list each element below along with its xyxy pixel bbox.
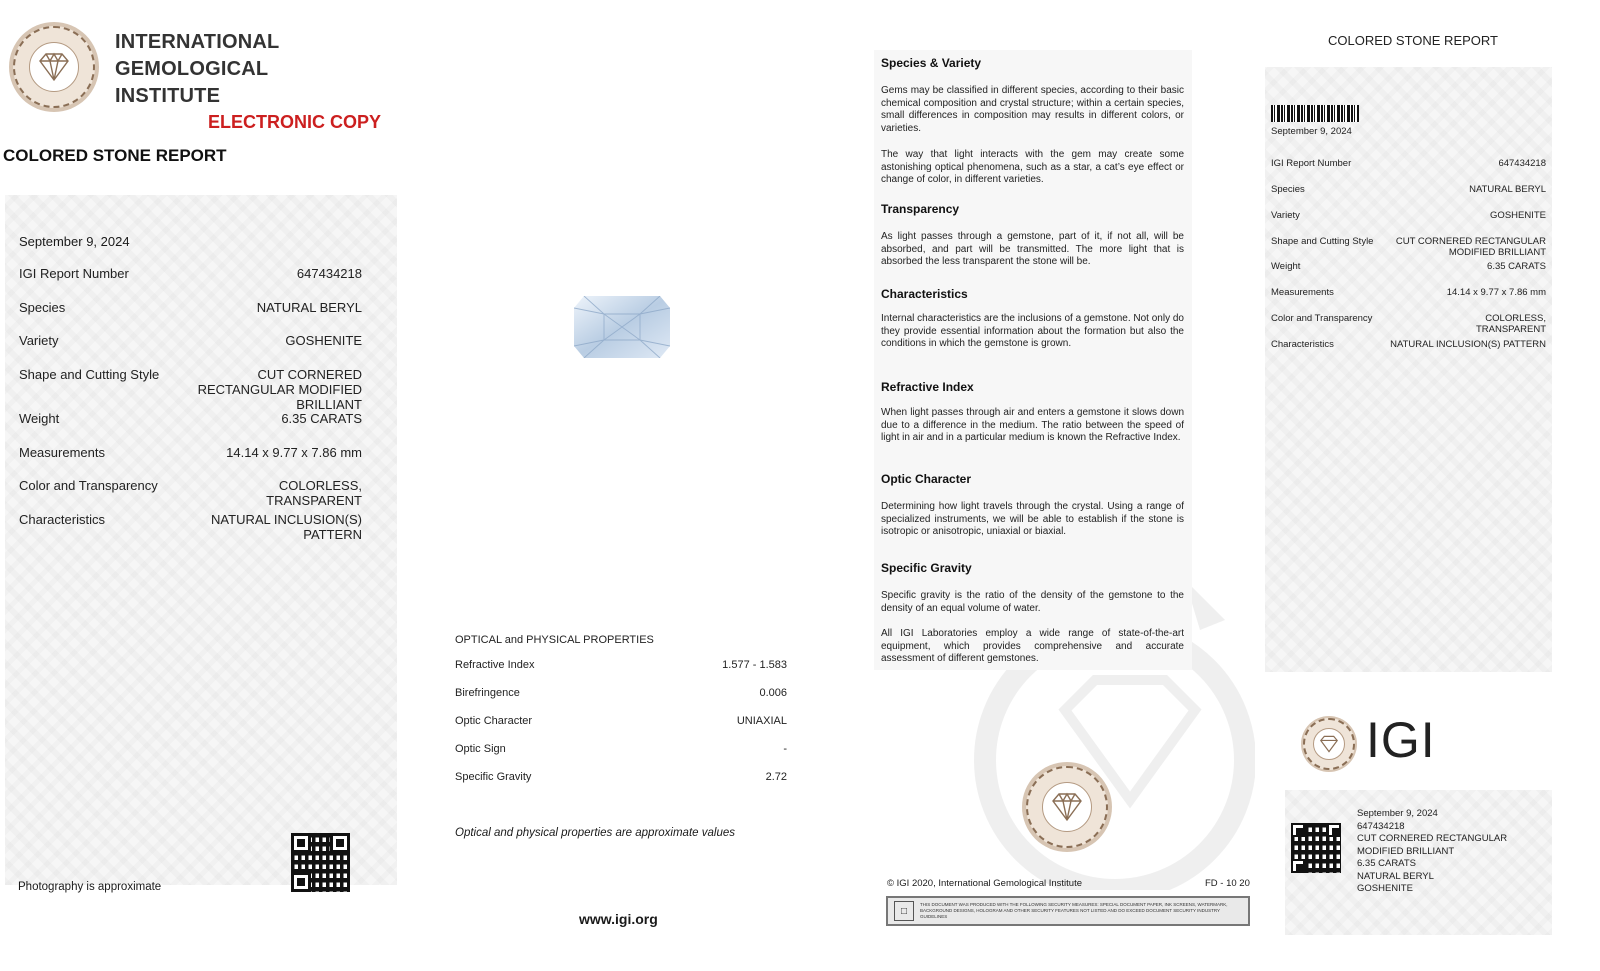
card-value: 14.14 x 9.77 x 7.86 mm [1446,287,1546,298]
section-paragraph: Internal characteristics are the inclusions of a gemstone. Not only do they provide essential information about the formation but also the conditions in which the gemstone is grown. [881,313,1184,349]
card-value: NATURAL INCLUSION(S) PATTERN [1390,339,1546,350]
field-label: IGI Report Number [19,266,129,281]
section-heading: Characteristics [881,287,968,301]
security-notice [886,896,1250,926]
diamond-icon [1042,782,1092,832]
card-label: Color and Transparency [1271,313,1373,324]
igi-seal-logo [1301,716,1357,772]
value-line: COLORLESS, [278,478,362,493]
summary-line: NATURAL BERYL [1357,870,1434,882]
electronic-copy-label: ELECTRONIC COPY [208,112,382,132]
org-name-line-2: GEMOLOGICAL [115,58,269,80]
value-line: BRILLIANT [296,397,362,412]
section-heading: Optic Character [881,472,972,486]
org-name-line-1: INTERNATIONAL [115,31,280,53]
value-line: PATTERN [303,527,362,542]
field-label: Variety [19,333,59,348]
card-date: September 9, 2024 [1271,126,1352,137]
field-label: Species [19,300,66,315]
card-value: 647434218 [1498,158,1546,169]
field-value: GOSHENITE [285,333,362,348]
card-value [1396,236,1546,258]
field-label: Characteristics [19,512,105,527]
value-line: CUT CORNERED RECTANGULAR [1395,236,1546,247]
section-heading: Refractive Index [881,380,974,394]
field-value [211,512,362,542]
section-heading: Specific Gravity [881,561,972,575]
summary-line: 6.35 CARATS [1357,858,1416,869]
optical-value: UNIAXIAL [736,715,787,727]
optical-label: Refractive Index [455,659,535,671]
field-value: 647434218 [296,266,362,281]
field-label: Weight [19,411,60,426]
section-paragraph: The way that light interacts with the gem may create some astonishing optical phenomena, such as a star, a cat’s eye effect or change of color, in different varieties. [881,149,1184,185]
optical-value: 1.577 - 1.583 [722,659,787,671]
section-heading: Species & Variety [881,56,982,70]
card-value [1476,313,1546,335]
card-label: Weight [1271,261,1301,272]
optical-note: Optical and physical properties are approximate values [455,827,735,839]
info-column-background [874,50,1192,670]
value-line: TRANSPARENT [1475,324,1546,335]
field-label: Measurements [19,445,105,460]
card-value: GOSHENITE [1490,210,1546,221]
field-value: 6.35 CARATS [281,411,362,426]
section-paragraph: Specific gravity is the ratio of the density of the gemstone to the density of an equal volume of water. [881,590,1184,614]
photo-note: Photography is approximate [18,881,162,893]
section-paragraph: All IGI Laboratories employ a wide range of state-of-the-art equipment, which provides comprehensive and accurate assessment of different gemstones. [881,628,1184,664]
security-notice-text: THIS DOCUMENT WAS PRODUCED WITH THE FOLLOWING SECURITY MEASURES: SPECIAL DOCUMENT PAPER, INK SCREENS, WATERMARK, BACKGROUND DESIGNS, HOLOGRAM AND OTHER SECURITY FEATURES NOT LISTED AND DO EXCEED DOCUMENT SECURITY INDUSTRY GUIDELINES [920,902,1228,919]
igi-seal-logo [1022,762,1112,852]
optical-label: Optic Character [455,715,533,727]
lock-icon: □ [894,901,914,921]
card-value: NATURAL BERYL [1469,184,1546,195]
org-name-line-3: INSTITUTE [115,85,221,107]
card-label: Characteristics [1271,339,1334,350]
form-code: FD - 10 20 [1205,878,1250,889]
card-label: Measurements [1271,287,1334,298]
summary-line: 647434218 [1357,820,1405,832]
diamond-icon [29,42,79,92]
optical-value: - [783,743,787,755]
gemstone-photo [574,296,670,358]
value-line: COLORLESS, [1485,313,1546,324]
igi-logo-text: IGI [1366,712,1436,768]
field-value: NATURAL BERYL [256,300,362,315]
optical-label: Specific Gravity [455,771,532,783]
diamond-icon [1313,728,1345,760]
copyright-text: © IGI 2020, International Gemological Institute [887,878,1082,889]
card-label: Shape and Cutting Style [1271,236,1374,247]
field-value [198,367,362,412]
section-paragraph: As light passes through a gemstone, part of it, if not all, will be absorbed, and part will be transmitted. The more light that is absorbed the less transparent the stone will be. [881,231,1184,267]
optical-label: Birefringence [455,687,520,699]
igi-seal-logo [9,22,99,112]
summary-lines [1357,808,1507,896]
optical-value: 2.72 [765,771,787,783]
section-heading: Transparency [881,202,960,216]
value-line: RECTANGULAR MODIFIED [197,382,362,397]
field-value: 14.14 x 9.77 x 7.86 mm [226,445,362,460]
field-value [266,478,362,508]
website-link[interactable]: www.igi.org [579,911,658,927]
summary-line: September 9, 2024 [1357,808,1438,819]
section-paragraph: When light passes through air and enters a gemstone it slows down due to a difference in the medium. The ratio between the speed of light in air and in a particular medium is known the Refractive Index. [881,407,1184,443]
field-label: Color and Transparency [19,478,158,493]
card-label: Variety [1271,210,1300,221]
card-label: Species [1271,184,1305,195]
value-line: TRANSPARENT [266,493,362,508]
section-paragraph: Gems may be classified in different species, according to their basic chemical composition and crystal structure; within a certain species, small differences in composition may results in different colors, or varieties. [881,85,1184,134]
qr-code[interactable] [1291,823,1341,873]
optical-value: 0.006 [759,687,787,699]
card-value: 6.35 CARATS [1487,261,1546,272]
report-title: COLORED STONE REPORT [3,146,227,165]
report-date: September 9, 2024 [19,234,130,249]
value-line: NATURAL INCLUSION(S) [211,512,362,527]
summary-line: GOSHENITE [1357,883,1413,894]
card-label: IGI Report Number [1271,158,1352,169]
optical-title: OPTICAL and PHYSICAL PROPERTIES [455,634,654,646]
optical-label: Optic Sign [455,743,506,755]
section-paragraph: Determining how light travels through the crystal. Using a range of specialized instruments, we will be able to establish if the stone is isotropic or anisotropic, uniaxial or biaxial. [881,501,1184,537]
summary-line: CUT CORNERED RECTANGULAR [1357,833,1508,844]
summary-line: MODIFIED BRILLIANT [1357,845,1455,857]
field-label: Shape and Cutting Style [19,367,160,382]
card-title: COLORED STONE REPORT [1328,33,1498,48]
qr-code[interactable] [291,833,350,892]
value-line: MODIFIED BRILLIANT [1448,247,1546,258]
barcode [1271,105,1359,122]
value-line: CUT CORNERED [257,367,362,382]
